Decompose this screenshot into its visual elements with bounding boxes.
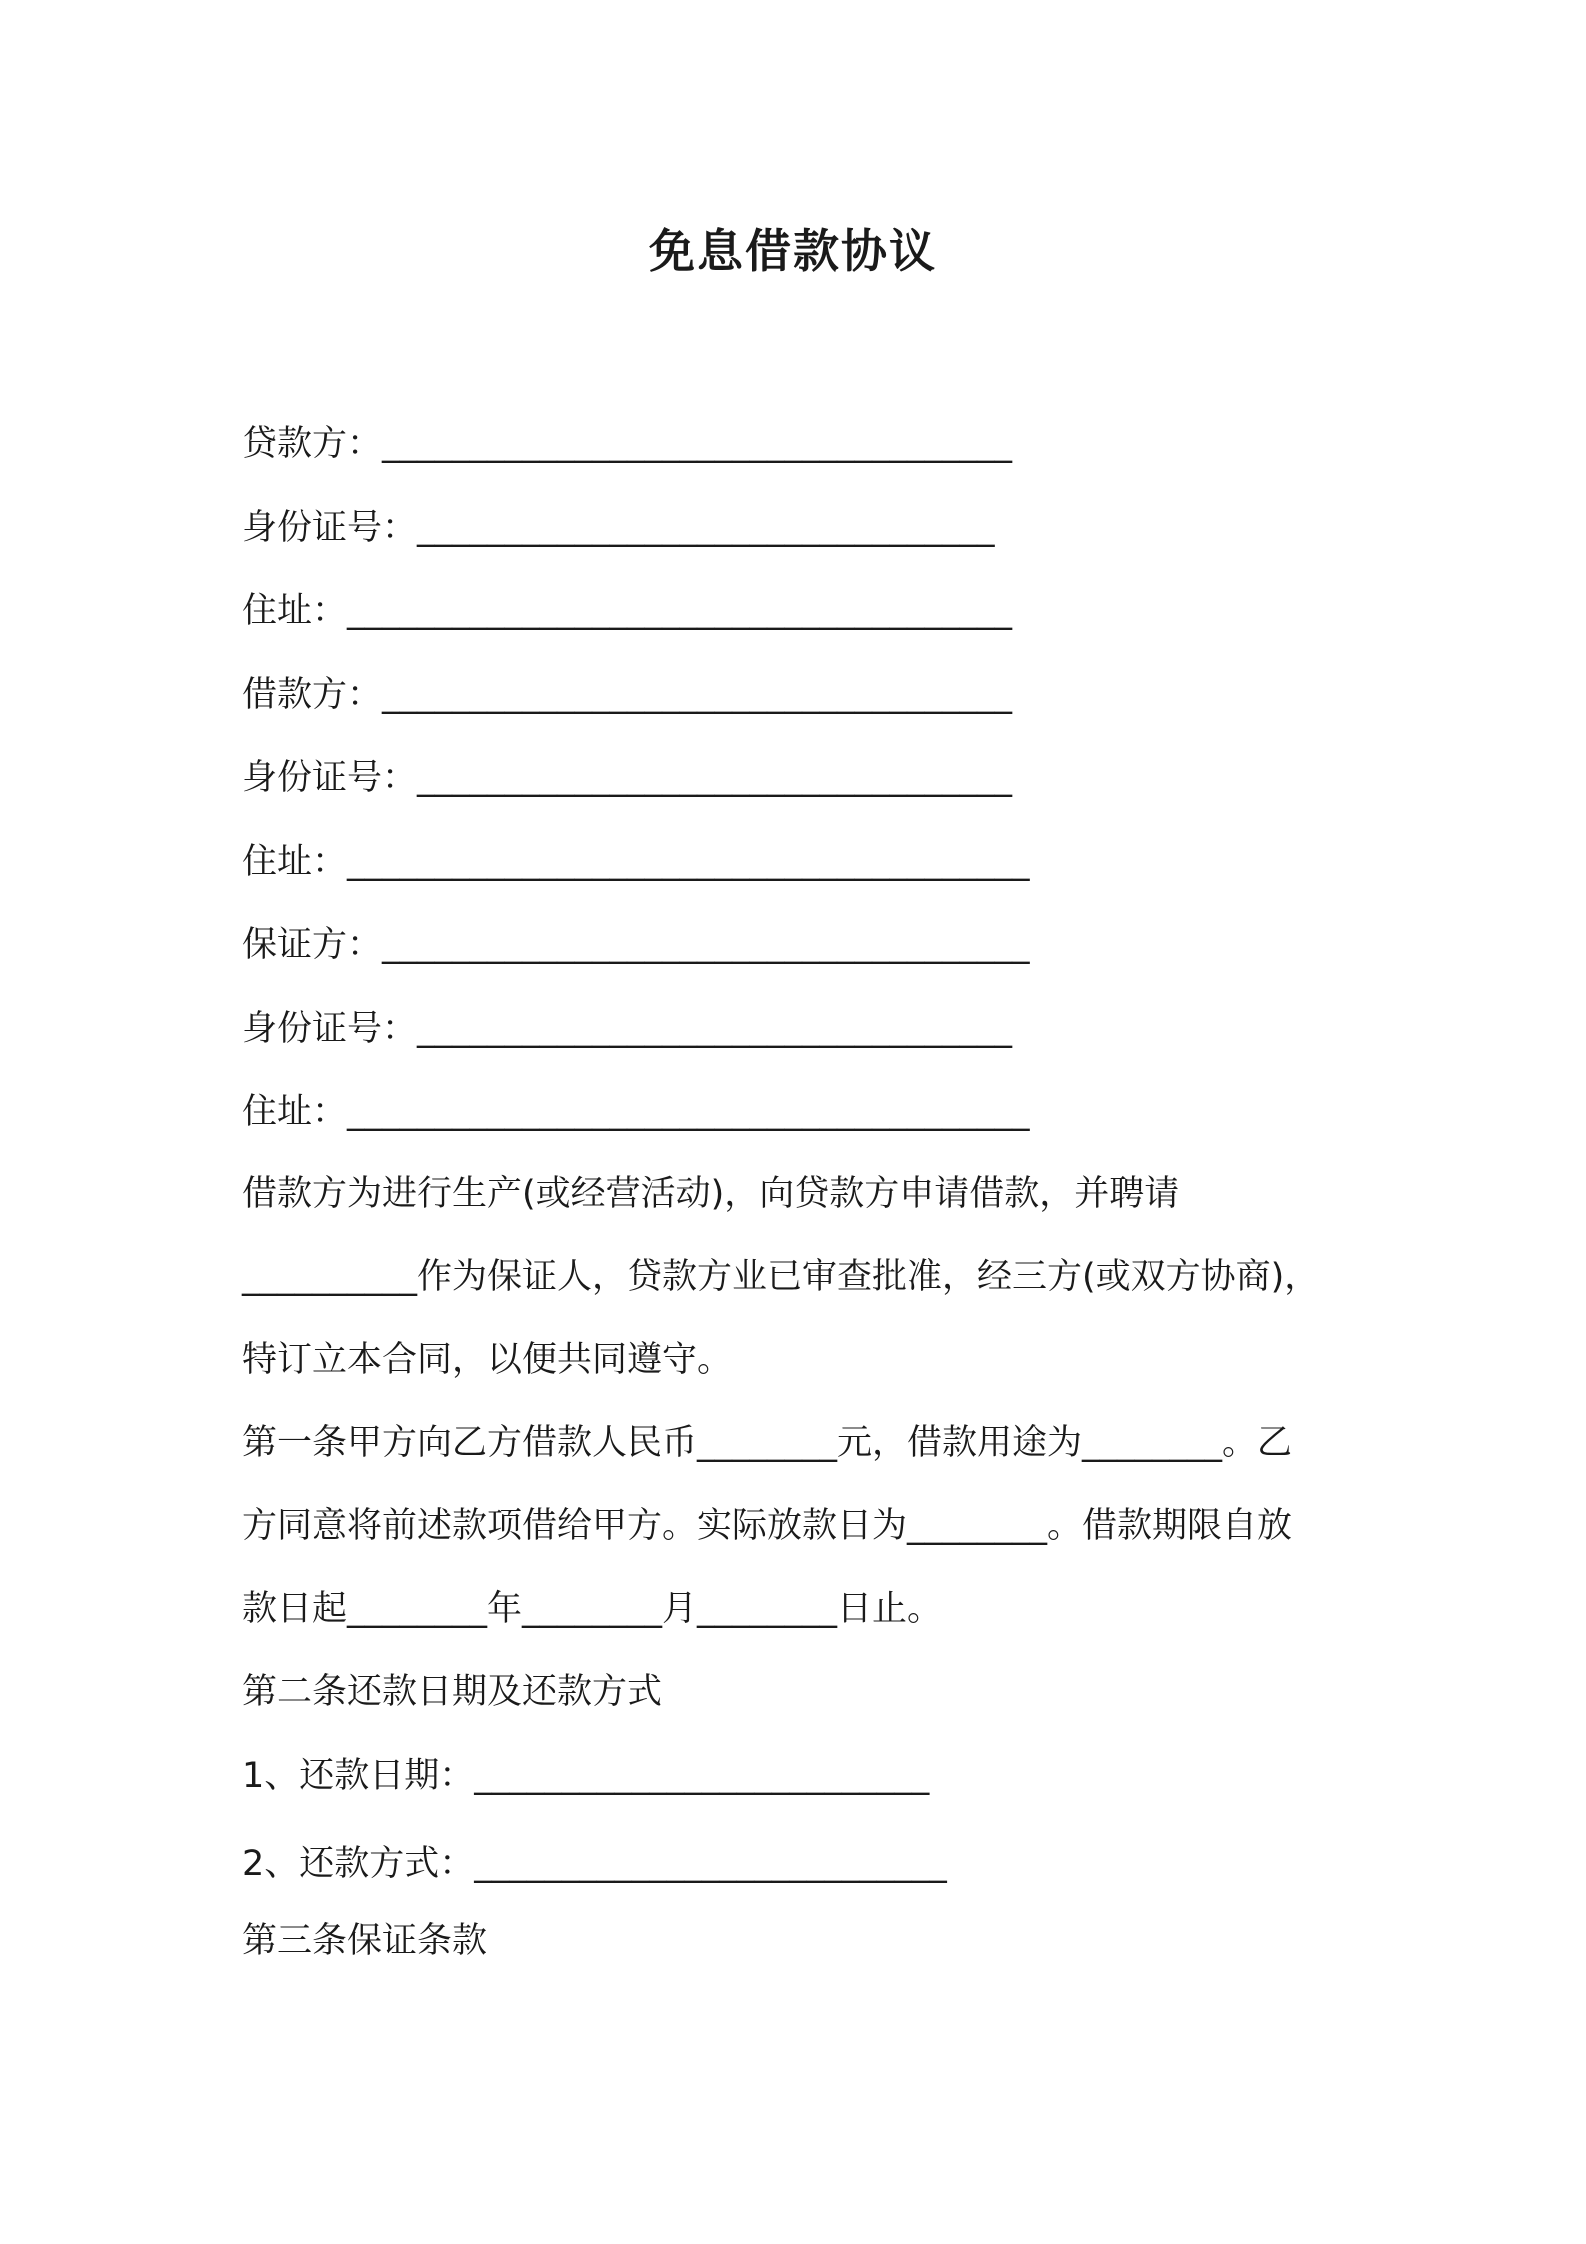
- article-1-line-1: 第一条甲方向乙方借款人民币________元，借款用途为________。乙: [242, 1423, 1293, 1463]
- article-1-line-2: 方同意将前述款项借给甲方。实际放款日为________。借款期限自放: [242, 1506, 1293, 1546]
- preamble-line-1: 借款方为进行生产(或经营活动)，向贷款方申请借款，并聘请: [242, 1174, 1180, 1214]
- repayment-method-field: 2、还款方式：___________________________: [242, 1844, 947, 1884]
- preamble-line-2: __________作为保证人，贷款方业已审查批准，经三方(或双方协商)，: [242, 1257, 1320, 1297]
- repayment-date-field: 1、还款日期：__________________________: [242, 1756, 930, 1796]
- preamble-line-3: 特订立本合同，以便共同遵守。: [242, 1340, 733, 1380]
- borrower-id-field: 身份证号：__________________________________: [242, 758, 1013, 798]
- lender-id-field: 身份证号：_________________________________: [242, 508, 995, 548]
- document-title: 免息借款协议: [649, 224, 937, 278]
- guarantor-field: 保证方：_____________________________________: [242, 925, 1030, 965]
- borrower-field: 借款方：____________________________________: [242, 675, 1013, 715]
- guarantor-address-field: 住址：_______________________________________: [242, 1092, 1030, 1132]
- lender-address-field: 住址：______________________________________: [242, 591, 1013, 631]
- article-2-heading: 第二条还款日期及还款方式: [242, 1672, 663, 1712]
- article-3-heading: 第三条保证条款: [242, 1921, 488, 1961]
- borrower-address-field: 住址：_______________________________________: [242, 842, 1030, 882]
- article-1-line-3: 款日起________年________月________日止。: [242, 1589, 943, 1629]
- lender-field: 贷款方：____________________________________: [242, 424, 1013, 464]
- guarantor-id-field: 身份证号：__________________________________: [242, 1009, 1013, 1049]
